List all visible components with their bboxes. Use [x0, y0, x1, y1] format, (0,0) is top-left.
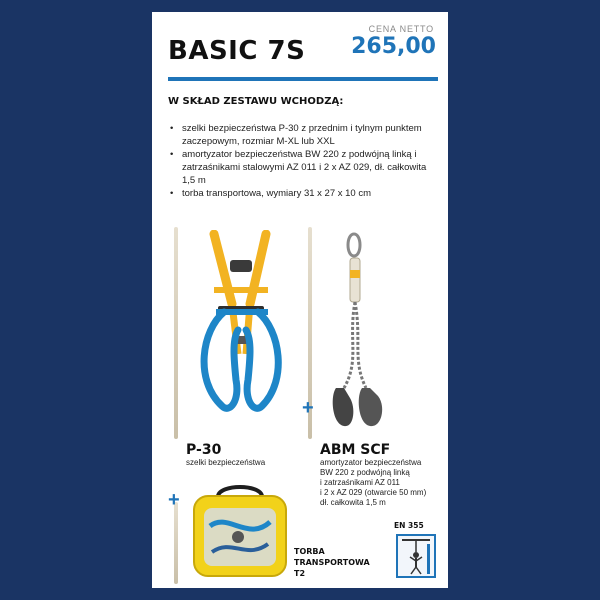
- product-title: BASIC 7S: [168, 36, 306, 66]
- bag-name-line: TORBA: [294, 547, 325, 556]
- price-value: 265,00: [351, 34, 436, 59]
- lanyard-desc-line: i zatrzaśnikami AZ 011: [320, 478, 400, 487]
- harness-desc: szelki bezpieczeństwa: [186, 458, 266, 467]
- section-heading: W SKŁAD ZESTAWU WCHODZĄ:: [168, 96, 344, 107]
- bag-image: [188, 482, 292, 580]
- fall-arrest-icon: [396, 534, 436, 578]
- plus-icon: +: [302, 397, 314, 419]
- bag-name-line: T2: [294, 569, 306, 578]
- lanyard-desc-line: amortyzator bezpieczeństwa: [320, 458, 422, 467]
- divider-pole: [174, 227, 178, 439]
- harness-name: P-30: [186, 442, 222, 458]
- harness-image: [192, 230, 292, 430]
- lanyard-desc: [320, 458, 426, 508]
- list-item: • amortyzator bezpieczeństwa BW 220 z podwójną linką i zatrzaśnikami stalowymi AZ 011 i 2 x AZ 029, dł. całkowita 1,5 m: [170, 148, 430, 187]
- lanyard-desc-line: BW 220 z podwójną linką: [320, 468, 410, 477]
- title-rule: [168, 77, 438, 81]
- lanyard-name: ABM SCF: [320, 442, 391, 458]
- list-item: • szelki bezpieczeństwa P-30 z przednim i tylnym punktem zaczepowym, rozmiar M-XL lub XXL: [170, 122, 430, 148]
- lanyard-desc-line: i 2 x AZ 029 (otwarcie 50 mm): [320, 488, 427, 497]
- bag-name-line: TRANSPORTOWA: [294, 558, 370, 567]
- kit-items-list: [170, 122, 430, 200]
- price-label: CENA NETTO: [368, 24, 434, 34]
- divider-pole: [174, 502, 178, 584]
- lanyard-desc-line: dł. całkowita 1,5 m: [320, 498, 386, 507]
- bag-name: [294, 546, 370, 579]
- plus-icon: +: [168, 489, 180, 511]
- list-item: • torba transportowa, wymiary 31 x 27 x 10 cm: [170, 187, 430, 200]
- product-card: [152, 12, 448, 588]
- standard-label: EN 355: [394, 521, 424, 530]
- lanyard-image: [328, 230, 408, 430]
